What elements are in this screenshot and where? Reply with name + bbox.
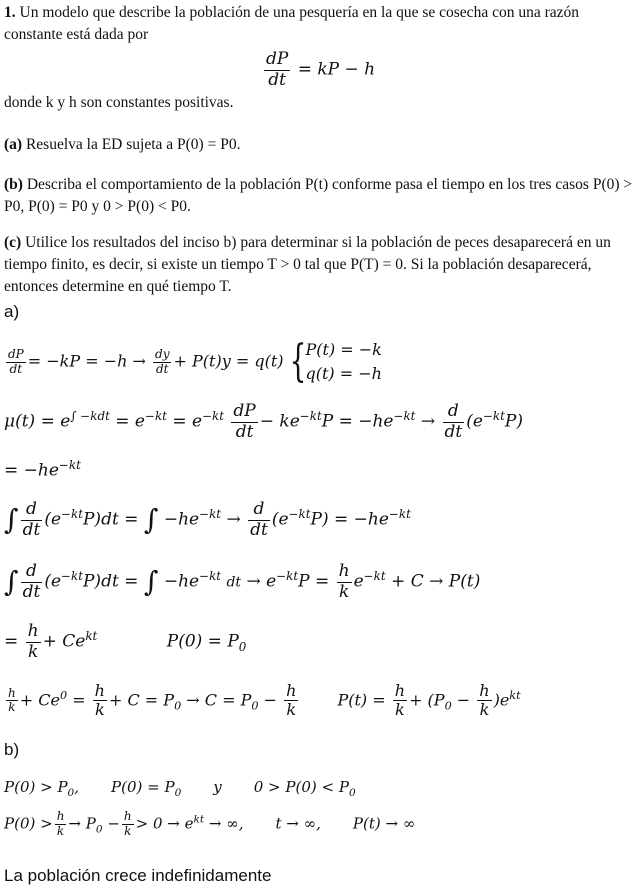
part-b-label: (b)	[4, 176, 23, 193]
heading-b: b)	[4, 740, 20, 759]
part-b-statement	[4, 174, 640, 218]
part-a-label: (a)	[4, 136, 23, 153]
part-c-text: Utilice los resultados del inciso b) para determinar si la población de peces desaparecerá en un tiempo finito, es decir, si existe un tiempo T > 0 tal que P(T) = 0. Si la población desaparecerá, entonces determine en qué tiempo T.	[4, 234, 611, 295]
part-a-text: Resuelva la ED sujeta a P(0) = P0.	[25, 136, 241, 153]
solution-line-3: = $-he^{-kt}$	[4, 458, 81, 481]
part-c-statement	[4, 232, 640, 298]
conclusion: La población crece indefinidamente	[4, 866, 272, 885]
part-a-statement	[4, 134, 640, 156]
problem-equation: $\frac{dP}{dt}$ = kP − h	[266, 49, 376, 90]
problem-where: donde k y h son constantes positivas.	[4, 94, 234, 111]
solution-line-7: $\frac{h}{k}$ + $Ce^0$ = $\frac{h}{k}$ + $C = P_0 \to C = P_0$ − $\frac{h}{k}$ P(t) = $\frac{h}{k}$ + ($P_0$ − $\frac{h}{k}$ )$e^{kt}$	[8, 681, 521, 720]
problem-intro-text: Un modelo que describe la población de una pesquería en la que se cosecha con una razón constante está dada por	[4, 4, 579, 43]
solution-line-5: ∫ $\frac{d}{dt}$ $(e^{-kt}P)dt$ = ∫ $-he^{-kt}$ dt → $e^{-kt}P$ = $\frac{h}{k}$ $e^{-kt} + C \to P(t)$	[4, 561, 481, 602]
problem-number: 1.	[4, 4, 16, 21]
solution-line-4: ∫ $\frac{d}{dt}$ $(e^{-kt}P)dt$ = ∫ $-he^{-kt}$ → $\frac{d}{dt}$ $(e^{-kt}P) = -he^{-kt}$	[4, 499, 411, 540]
problem-intro	[4, 2, 640, 46]
solution-line-8: $P(0) > P_0$, $P(0) = P_0$ y $0 > P(0) < P_0$	[4, 778, 356, 799]
part-b-text: Describa el comportamiento de la población P(t) conforme pasa el tiempo en los tres casos P(0) > P0, P(0) = P0 y 0 > P(0) < P0.	[4, 176, 633, 215]
solution-line-9: P(0) > $\frac{h}{k}$ → $P_0$ − $\frac{h}{k}$ > $0 \to e^{kt}$ → ∞, t → ∞, P(t) → ∞	[4, 809, 416, 838]
part-c-label: (c)	[4, 234, 22, 251]
solution-line-2: $\mu(t) = e^{\int -kdt} = e^{-kt} = e^{-kt}$ $\frac{dP}{dt}$ − $ke^{-kt}P = -he^{-kt}$ → $\frac{d}{dt}$ $(e^{-kt}P)$	[4, 401, 523, 442]
solution-line-1: $\frac{dP}{dt}$ = −kP = −h → $\frac{dy}{dt}$ + P(t)y = q(t) { P(t) = −k q(t) = −h	[8, 336, 382, 387]
solution-line-6: = $\frac{h}{k}$ + $Ce^{kt}$ $P(0) = P_0$	[4, 621, 247, 662]
heading-a: a)	[4, 302, 20, 321]
